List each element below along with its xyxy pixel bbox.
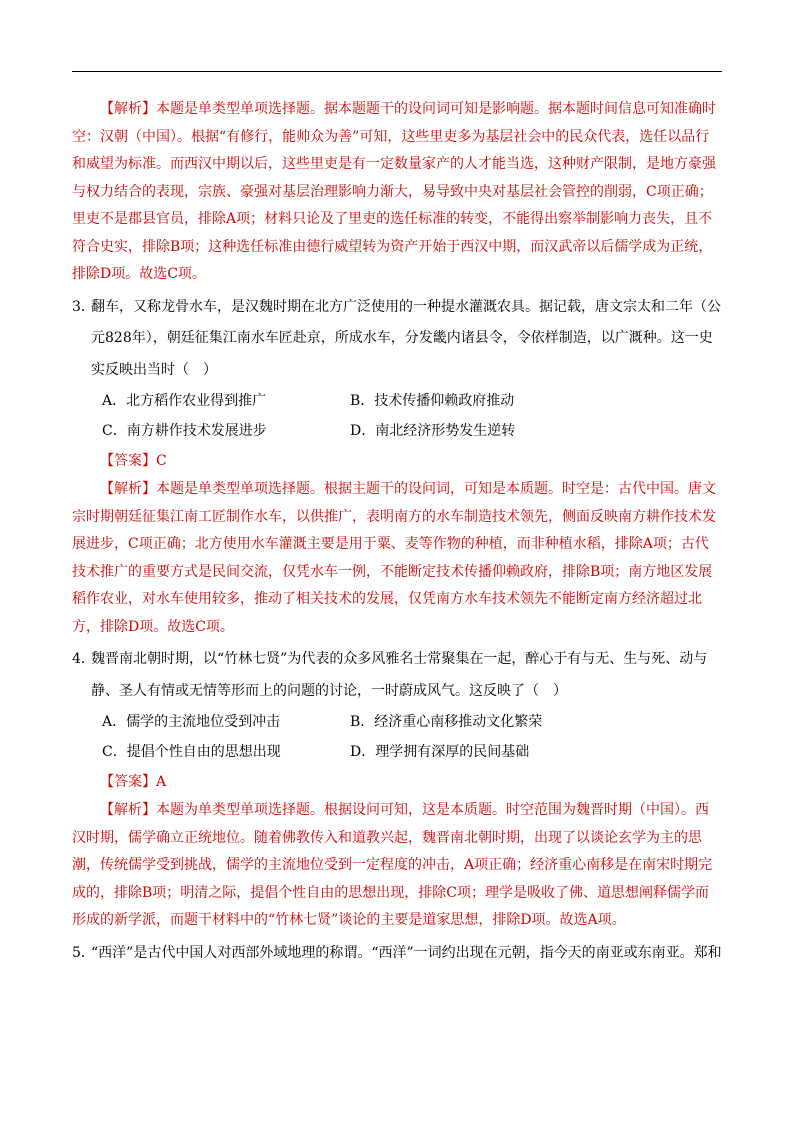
question-3 — [72, 292, 722, 387]
header-rule — [72, 71, 722, 72]
option-c: C．提倡个性自由的思想出现 — [102, 744, 281, 760]
option-a: A．儒学的主流地位受到冲击 — [102, 714, 281, 730]
option-b: B．技术传播仰赖政府推动 — [350, 393, 515, 409]
question-5-text: “西洋”是古代中国人对西部外域地理的称谓。“西洋”一词约出现在元朝，指今天的南亚或东南亚。郑和 — [91, 944, 722, 961]
question-3-number: 3． — [72, 298, 95, 315]
analysis-q4: 【解析】本题为单类型单项选择题。根据设问可知，这是本质题。时空范围为魏晋时期（中国）。西汉时期，儒学确立正统地位。随着佛教传入和道教兴起，魏晋南北朝时期，出现了以谈论玄学为主的思潮，传统儒学受到挑战，儒学的主流地位受到一定程度的冲击，A项正确；经济重心南移是在南宋时期完成的，排除B项；明清之际，提倡个性自由的思想出现，排除C项；理学是吸收了佛、道思想阐释儒学而形成的新学派，而题干材料中的“竹林七贤”谈论的主要是道家思想，排除D项。故选A项。 — [72, 802, 713, 928]
document-body — [72, 96, 722, 969]
answer-q4: 【答案】A — [100, 774, 167, 790]
answer-q3: 【答案】C — [100, 453, 167, 469]
option-d: D．南北经济形势发生逆转 — [350, 423, 516, 439]
question-5-number: 5． — [72, 944, 95, 961]
option-a: A．北方稻作农业得到推广 — [102, 393, 267, 409]
analysis-q3: 【解析】本题是单类型单项选择题。根据主题干的设问词，可知是本质题。时空是：古代中国。唐文宗时期朝廷征集江南工匠制作水车，以供推广，表明南方的水车制造技术领先，侧面反映南方耕作技术发展进步，C项正确；北方使用水车灌溉主要是用于粟、麦等作物的种植，而非种植水稻，排除A项；古代技术推广的重要方式是民间交流，仅凭水车一例，不能断定技术传播仰赖政府，排除B项；南方地区发展稻作农业，对水车使用较多，推动了相关技术的发展，仅凭南方水车技术领先不能断定南方经济超过北方，排除D项。故选C项。 — [72, 481, 716, 635]
option-d: D．理学拥有深厚的民间基础 — [350, 744, 530, 760]
option-b: B．经济重心南移推动文化繁荣 — [350, 714, 543, 730]
analysis-q2: 【解析】本题是单类型单项选择题。据本题题干的设问词可知是影响题。据本题时间信息可知准确时空：汉朝（中国）。根据“有修行，能帅众为善”可知，这些里吏多为基层社会中的民众代表，选任以品行和威望为标准。而西汉中期以后，这些里吏是有一定数量家产的人才能当选，这种财产限制，是地方豪强与权力结合的表现，宗族、豪强对基层治理影响力渐大，易导致中央对基层社会管控的削弱，C项正确；里吏不是郡县官员，排除A项；材料只论及了里吏的选任标准的转变，不能得出察举制影响力丧失，且不符合史实，排除B项；这种选任标准由德行威望转为资产开始于西汉中期，而汉武帝以后儒学成为正统，排除D项。故选C项。 — [72, 101, 716, 282]
question-4 — [72, 644, 722, 707]
question-4-options — [102, 707, 722, 767]
question-3-text: 翻车，又称龙骨水车，是汉魏时期在北方广泛使用的一种提水灌溉农具。据记载，唐文宗太和二年（公元828年），朝廷征集江南水车匠赴京，所成水车，分发畿内诸县令，令依样制造，以广溉种。这一史实反映出当时（ ） — [91, 298, 721, 378]
question-4-text: 魏晋南北朝时期，以“竹林七贤”为代表的众多风雅名士常聚集在一起，醉心于有与无、生与死、动与静、圣人有情或无情等形而上的问题的讨论，一时蔚成风气。这反映了（ ） — [91, 651, 708, 699]
question-5 — [72, 938, 722, 970]
question-4-number: 4． — [72, 651, 95, 667]
question-3-options — [102, 386, 722, 446]
option-c: C．南方耕作技术发展进步 — [102, 423, 267, 439]
